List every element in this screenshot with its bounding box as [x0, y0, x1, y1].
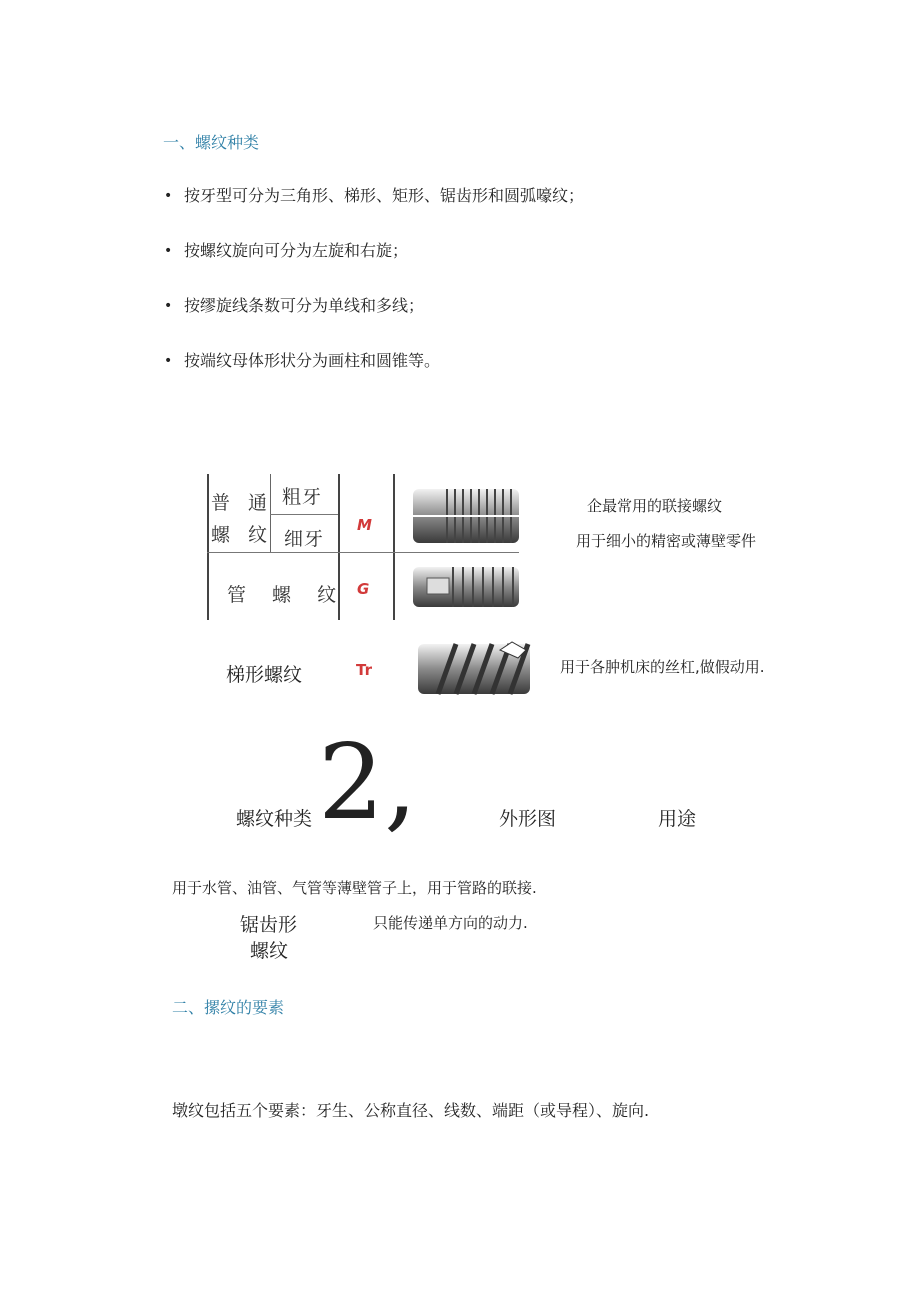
- table-divider: [393, 474, 395, 620]
- table-divider: [270, 514, 338, 515]
- cell-pipe-thread: 管 螺 纹: [227, 584, 347, 606]
- big-number: 2,: [318, 721, 418, 843]
- thread-classification-list: [162, 183, 584, 403]
- trapezoid-bolt-image: [418, 640, 532, 696]
- trapezoid-thread-label: 梯形螺纹: [226, 664, 303, 686]
- list-item: • 按端纹母体形状分为画柱和圆锥等。: [162, 348, 584, 403]
- table-divider: [207, 552, 519, 553]
- section-2-heading: 二、摞纹的要素: [172, 998, 285, 1017]
- coarse-fine-bolt-image: [413, 486, 521, 546]
- code-g: G: [357, 580, 370, 598]
- section-1-heading: 一、螺纹种类: [163, 133, 260, 152]
- list-item: • 按牙型可分为三角形、梯形、矩形、锯齿形和圆弧嚎纹；: [162, 183, 584, 238]
- list-item: • 按螺纹旋向可分为左旋和右旋；: [162, 238, 584, 293]
- cell-putong: 普 通: [211, 492, 274, 514]
- table-border-left: [207, 474, 209, 620]
- saw-thread-label-line2: 螺纹: [250, 940, 289, 962]
- column-kind-label: 螺纹种类: [236, 808, 313, 830]
- code-m: M: [357, 516, 372, 534]
- pipe-bolt-image: [413, 564, 521, 610]
- use-pipe-thread: 用于水管、油管、气管等薄壁管子上，用于管路的联接.: [172, 879, 537, 897]
- use-trapezoid-thread: 用于各肿机床的丝杠,做假动用.: [560, 658, 765, 676]
- thread-elements-text: 墩纹包括五个要素：牙生、公称直径、线数、端距（或导程）、旋向.: [172, 1101, 650, 1120]
- code-tr: Tr: [356, 661, 372, 679]
- cell-coarse: 粗牙: [282, 486, 323, 508]
- cell-luowen: 螺 纹: [211, 524, 274, 546]
- column-shape-label: 外形图: [499, 808, 557, 830]
- saw-thread-label-line1: 锯齿形: [240, 914, 298, 936]
- use-saw-thread: 只能传递单方向的动力.: [373, 914, 528, 932]
- column-use-label: 用途: [658, 808, 697, 830]
- use-common-thread: 企最常用的联接螺纹: [587, 497, 723, 515]
- thread-table-figure: [205, 474, 525, 624]
- use-fine-thread: 用于细小的精密或薄壁零件: [576, 532, 757, 550]
- list-item: • 按缪旋线条数可分为单线和多线；: [162, 293, 584, 348]
- cell-fine: 细牙: [284, 528, 325, 550]
